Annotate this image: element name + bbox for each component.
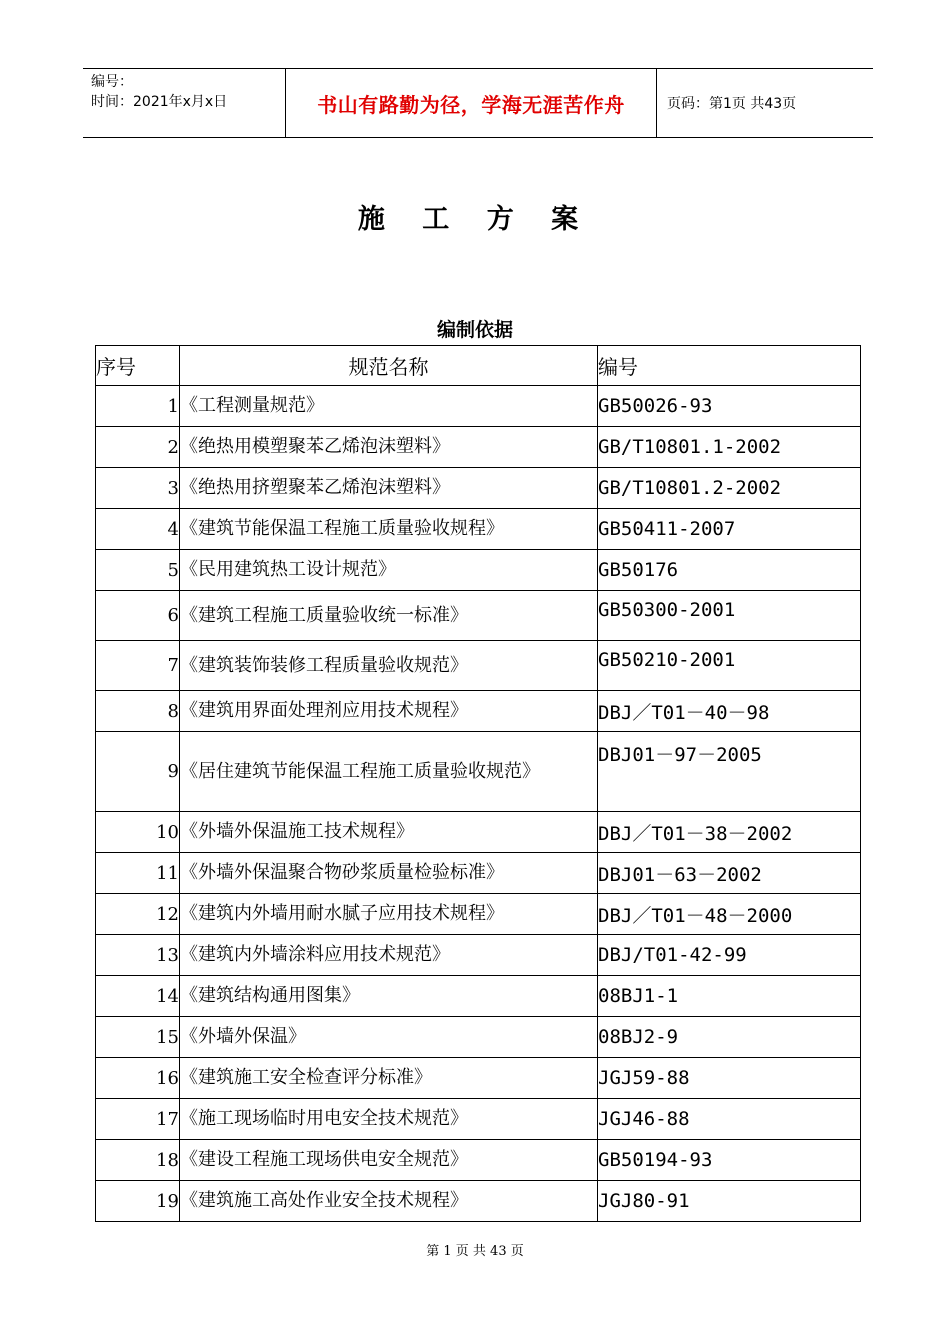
row-index: 13: [96, 935, 180, 976]
row-name: 《建设工程施工现场供电安全规范》: [180, 1140, 598, 1181]
row-name: 《建筑结构通用图集》: [180, 976, 598, 1017]
row-name: 《建筑施工安全检查评分标准》: [180, 1058, 598, 1099]
row-index: 6: [96, 591, 180, 641]
row-index: 3: [96, 468, 180, 509]
table-body: [96, 386, 861, 1222]
row-index: 4: [96, 509, 180, 550]
page-header: [83, 68, 873, 138]
row-index: 7: [96, 641, 180, 691]
row-code: DBJ01－63－2002: [598, 853, 861, 894]
table-row: [96, 732, 861, 812]
header-meta: [83, 69, 285, 137]
row-code: GB50300-2001: [598, 591, 861, 641]
row-name: 《外墙外保温施工技术规程》: [180, 812, 598, 853]
row-index: 10: [96, 812, 180, 853]
row-name: 《外墙外保温聚合物砂浆质量检验标准》: [180, 853, 598, 894]
table-row: [96, 812, 861, 853]
row-code: DBJ／T01－38－2002: [598, 812, 861, 853]
header-name: 规范名称: [180, 346, 598, 386]
motto: 书山有路勤为径，学海无涯苦作舟: [317, 92, 625, 117]
row-code: GB50176: [598, 550, 861, 591]
row-name: 《建筑装饰装修工程质量验收规范》: [180, 641, 598, 691]
table-row: [96, 550, 861, 591]
document-title: 施 工 方 案: [357, 204, 593, 235]
row-name: 《施工现场临时用电安全技术规范》: [180, 1099, 598, 1140]
row-index: 12: [96, 894, 180, 935]
table-row: [96, 591, 861, 641]
row-name: 《绝热用挤塑聚苯乙烯泡沫塑料》: [180, 468, 598, 509]
row-code: GB50411-2007: [598, 509, 861, 550]
row-name: 《建筑内外墙涂料应用技术规范》: [180, 935, 598, 976]
table-header-row: [96, 346, 861, 386]
row-index: 2: [96, 427, 180, 468]
table-row: [96, 976, 861, 1017]
table-row: [96, 1140, 861, 1181]
row-index: 1: [96, 386, 180, 427]
row-index: 16: [96, 1058, 180, 1099]
header-motto-cell: [285, 69, 657, 137]
table-row: [96, 468, 861, 509]
row-name: 《外墙外保温》: [180, 1017, 598, 1058]
header-page-info: 页码：第1页 共43页: [667, 96, 797, 112]
row-code: DBJ01－97－2005: [598, 732, 861, 812]
table-row: [96, 386, 861, 427]
row-name: 《工程测量规范》: [180, 386, 598, 427]
row-index: 19: [96, 1181, 180, 1222]
row-index: 18: [96, 1140, 180, 1181]
row-code: DBJ／T01－40－98: [598, 691, 861, 732]
table-row: [96, 1058, 861, 1099]
header-code: 编号: [598, 346, 861, 386]
header-index: 序号: [96, 346, 180, 386]
row-name: 《建筑节能保温工程施工质量验收规程》: [180, 509, 598, 550]
table-row: [96, 894, 861, 935]
row-name: 《建筑工程施工质量验收统一标准》: [180, 591, 598, 641]
row-code: 08BJ1-1: [598, 976, 861, 1017]
row-index: 17: [96, 1099, 180, 1140]
row-code: GB50210-2001: [598, 641, 861, 691]
section-title: 编制依据: [436, 319, 513, 341]
table-row: [96, 1099, 861, 1140]
standards-table: [95, 345, 861, 1222]
table-row: [96, 641, 861, 691]
row-index: 5: [96, 550, 180, 591]
page-footer: 第 1 页 共 43 页: [426, 1244, 524, 1259]
row-code: GB50026-93: [598, 386, 861, 427]
row-code: DBJ／T01－48－2000: [598, 894, 861, 935]
table-row: [96, 935, 861, 976]
row-index: 15: [96, 1017, 180, 1058]
row-code: GB/T10801.1-2002: [598, 427, 861, 468]
table-row: [96, 427, 861, 468]
row-name: 《居住建筑节能保温工程施工质量验收规范》: [180, 732, 598, 812]
row-code: GB/T10801.2-2002: [598, 468, 861, 509]
row-code: DBJ/T01-42-99: [598, 935, 861, 976]
table-row: [96, 1017, 861, 1058]
time-label: 时间：2021年x月x日: [91, 94, 228, 110]
row-name: 《民用建筑热工设计规范》: [180, 550, 598, 591]
row-name: 《建筑施工高处作业安全技术规程》: [180, 1181, 598, 1222]
row-index: 9: [96, 732, 180, 812]
row-name: 《建筑用界面处理剂应用技术规程》: [180, 691, 598, 732]
row-code: JGJ80-91: [598, 1181, 861, 1222]
row-name: 《绝热用模塑聚苯乙烯泡沫塑料》: [180, 427, 598, 468]
table-row: [96, 509, 861, 550]
row-code: JGJ59-88: [598, 1058, 861, 1099]
row-index: 11: [96, 853, 180, 894]
row-name: 《建筑内外墙用耐水腻子应用技术规程》: [180, 894, 598, 935]
row-index: 14: [96, 976, 180, 1017]
number-label: 编号：: [91, 74, 133, 90]
row-code: GB50194-93: [598, 1140, 861, 1181]
table-row: [96, 853, 861, 894]
row-index: 8: [96, 691, 180, 732]
row-code: JGJ46-88: [598, 1099, 861, 1140]
table-row: [96, 691, 861, 732]
table-row: [96, 1181, 861, 1222]
row-code: 08BJ2-9: [598, 1017, 861, 1058]
